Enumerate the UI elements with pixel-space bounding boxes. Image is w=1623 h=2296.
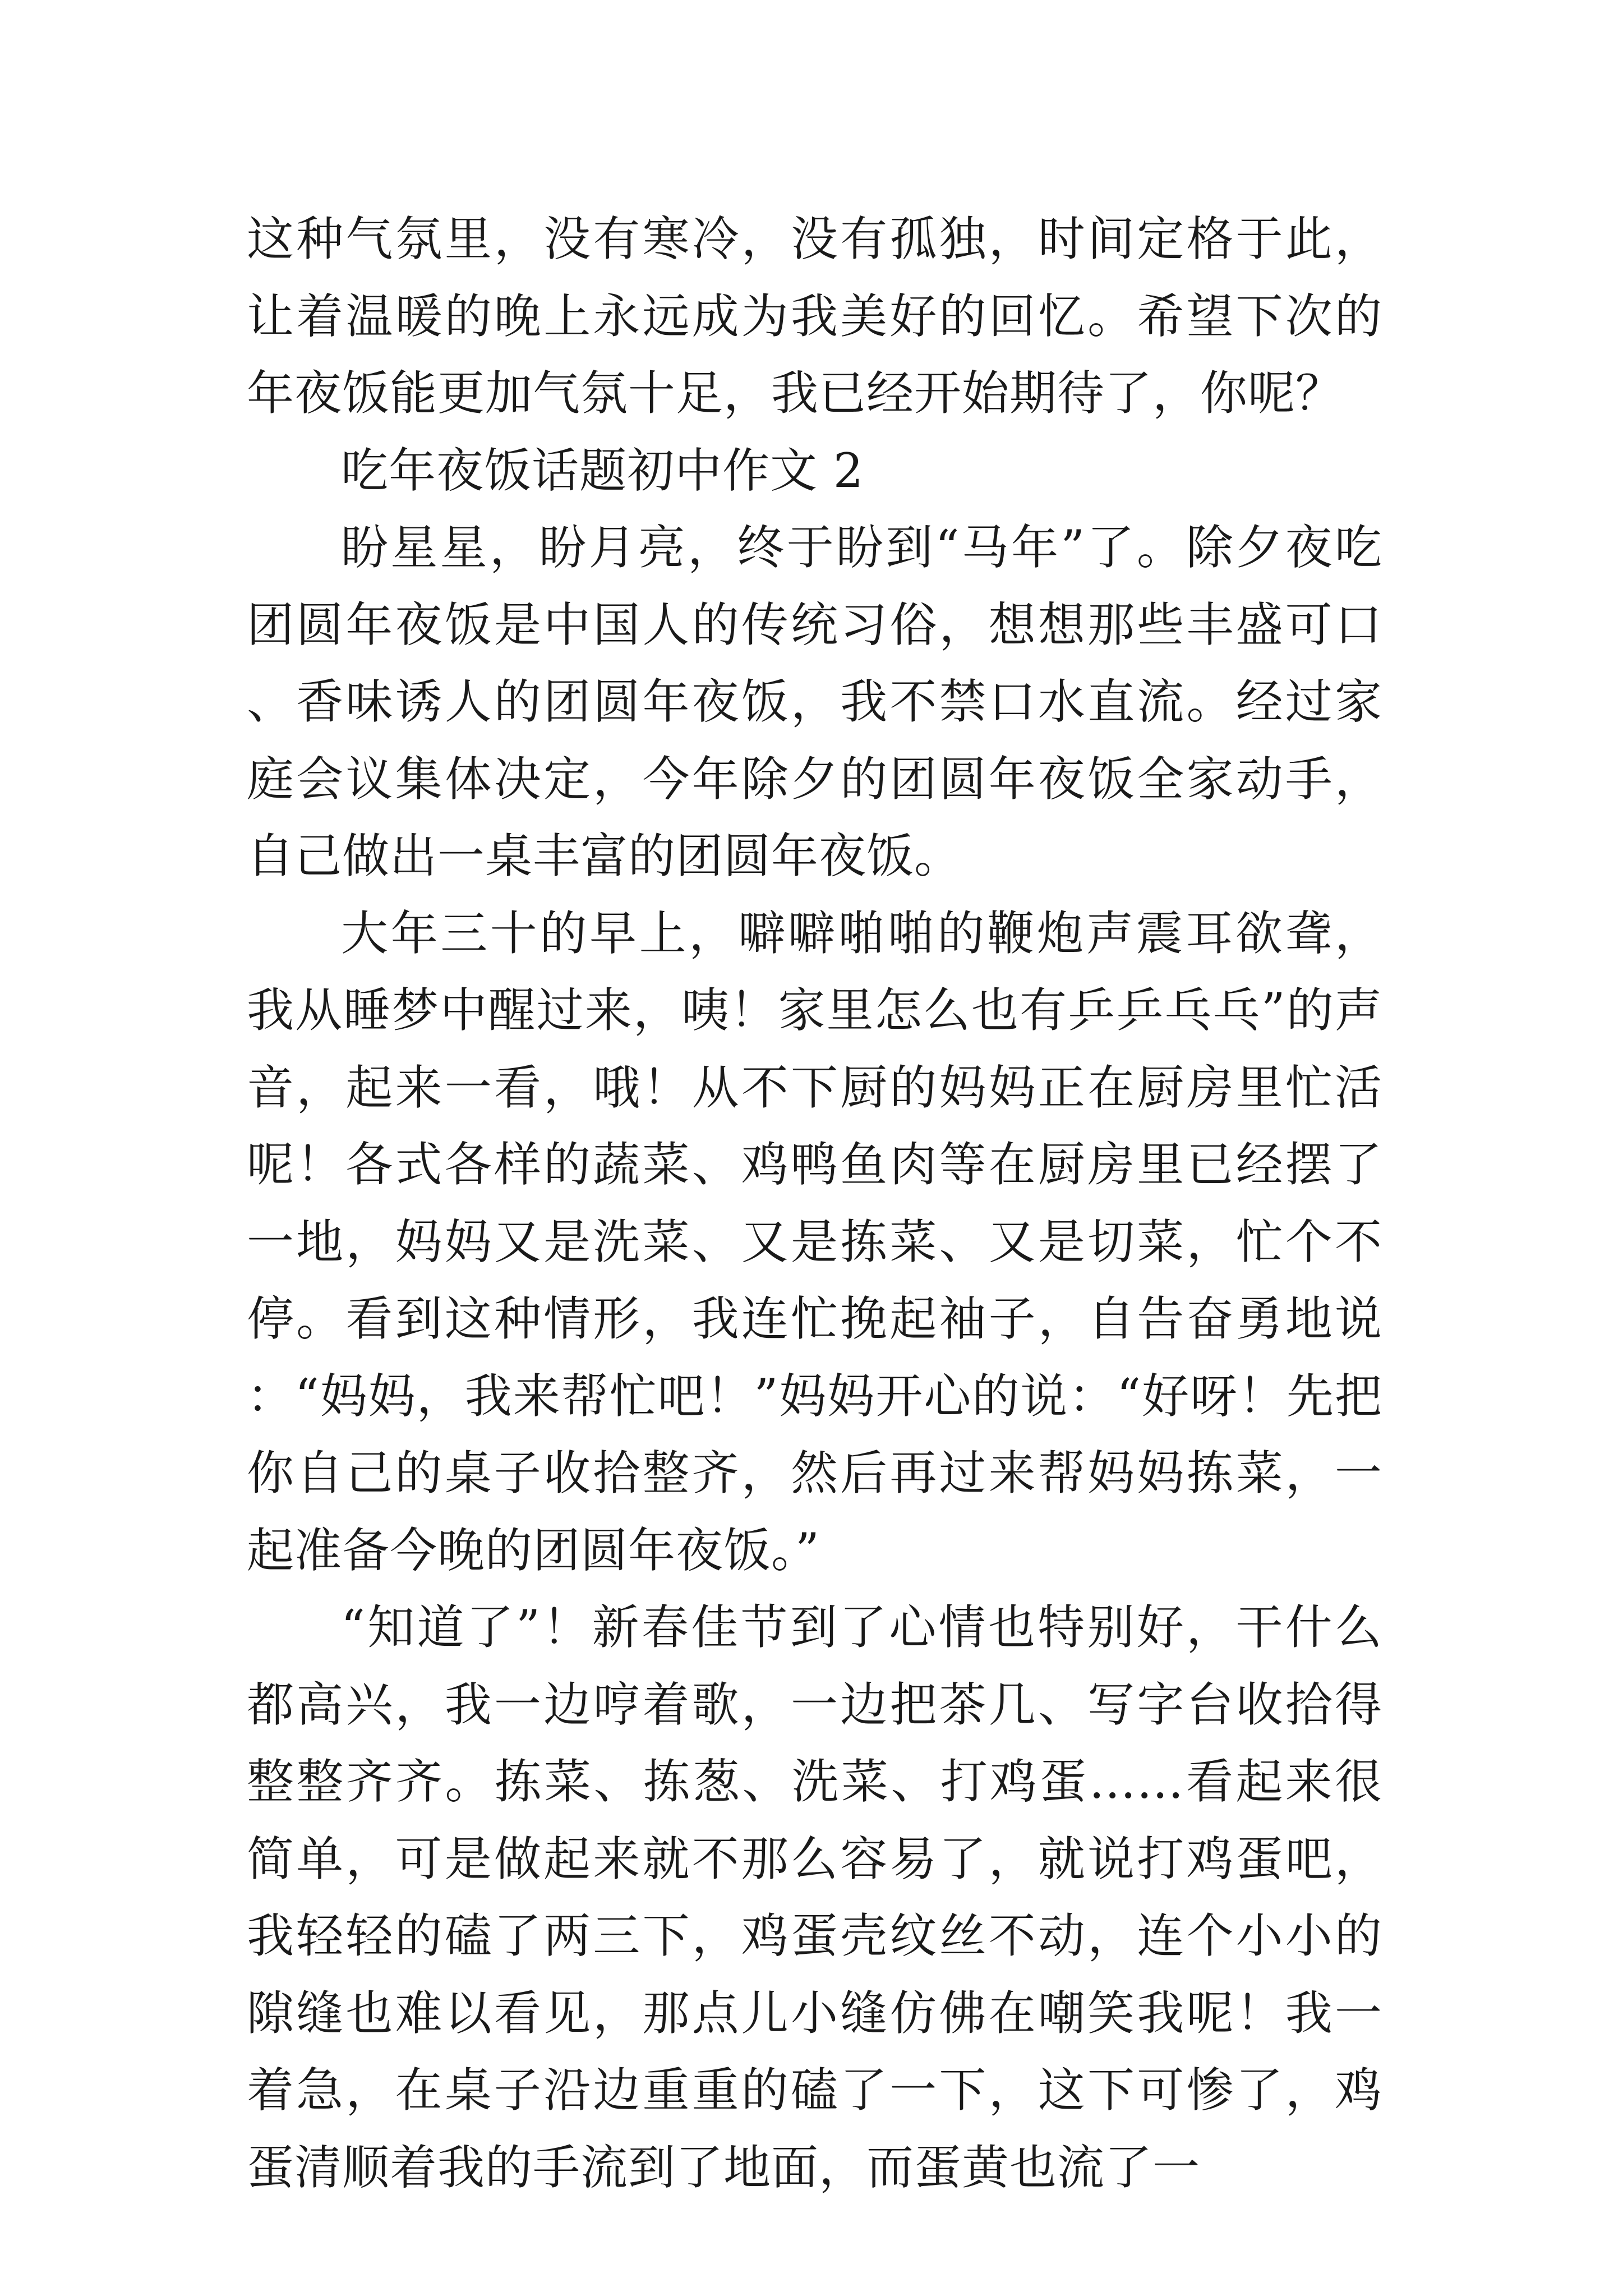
- paragraph-2: 大年三十的早上，噼噼啪啪的鞭炮声震耳欲聋，我从睡梦中醒过来，咦！家里怎么也有乒乒乓乓”的声音，起来一看，哦！从不下厨的妈妈正在厨房里忙活呢！各式各样的蔬菜、鸡鸭鱼肉等在厨房里已经摆了一地，妈妈又是洗菜、又是拣菜、又是切菜，忙个不停。看到这种情形，我连忙挽起袖子，自告奋勇地说：“妈妈，我来帮忙吧！”妈妈开心的说：“好呀！先把你自己的桌子收拾整齐，然后再过来帮妈妈拣菜，一起准备今晚的团圆年夜饭。”: [247, 905, 1382, 1578]
- paragraph-continuation: 这种气氛里，没有寒冷，没有孤独，时间定格于此，让着温暖的晚上永远成为我美好的回忆。希望下次的年夜饭能更加气氛十足，我已经开始期待了，你呢？: [247, 211, 1382, 421]
- paragraph-1: 盼星星，盼月亮，终于盼到“马年”了。除夕夜吃团圆年夜饭是中国人的传统习俗，想想那些丰盛可口、香味诱人的团圆年夜饭，我不禁口水直流。经过家庭会议集体决定，今年除夕的团圆年夜饭全家动手，自己做出一桌丰富的团圆年夜饭。: [247, 520, 1382, 884]
- essay-title: 吃年夜饭话题初中作文 2: [341, 443, 864, 498]
- paragraph-3: “知道了”！新春佳节到了心情也特别好，干什么都高兴，我一边哼着歌，一边把茶几、写字台收拾得整整齐齐。拣菜、拣葱、洗菜、打鸡蛋……看起来很简单，可是做起来就不那么容易了，就说打鸡蛋吧，我轻轻的磕了两三下，鸡蛋壳纹丝不动，连个小小的隙缝也难以看见，那点儿小缝仿佛在嘲笑我呢！我一着急，在桌子沿边重重的磕了一下，这下可惨了，鸡蛋清顺着我的手流到了地面，而蛋黄也流了一: [247, 1600, 1382, 2195]
- document-body: [247, 201, 1382, 2206]
